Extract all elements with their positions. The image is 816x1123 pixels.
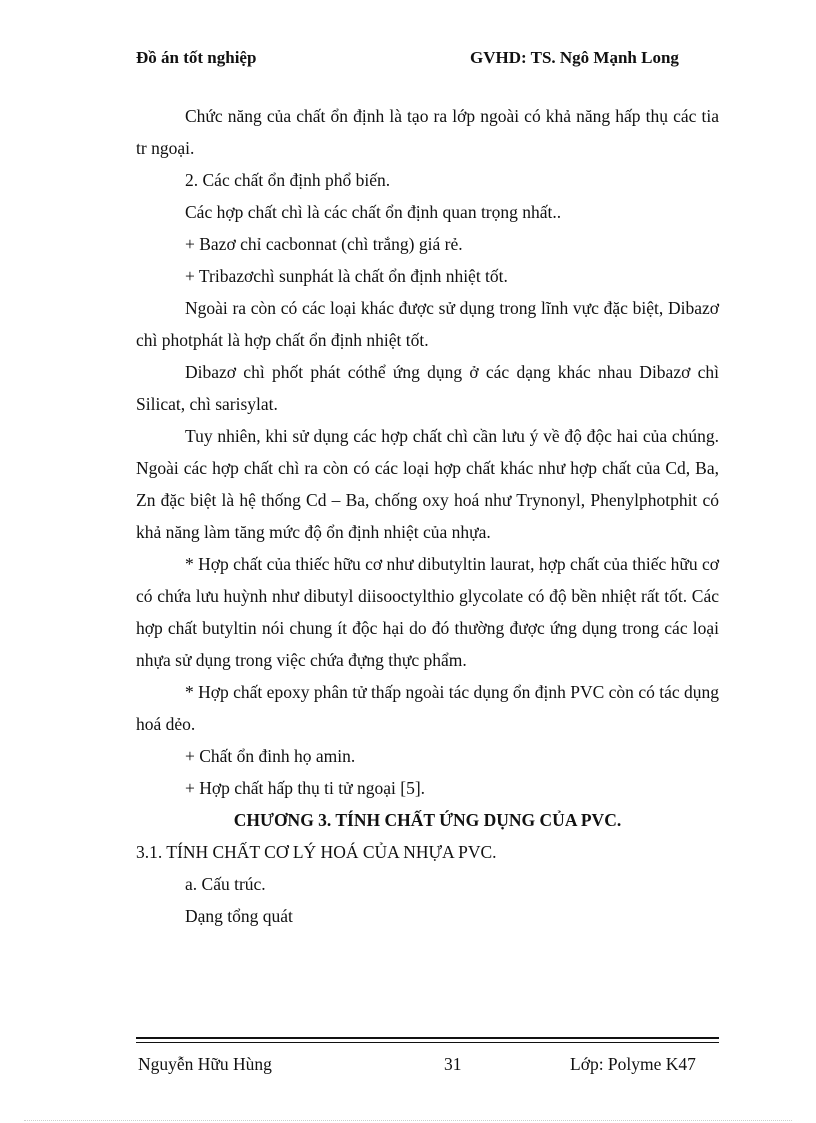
list-item: + Hợp chất hấp thụ ti tử ngoại [5].: [185, 778, 426, 798]
section-heading: 3.1. TÍNH CHẤT CƠ LÝ HOÁ CỦA NHỰA PVC.: [136, 842, 497, 862]
paragraph: Chức năng của chất ổn định là tạo ra lớp ngoài có khả năng hấp thụ các tia tr ngoại.: [136, 106, 719, 158]
list-item: + Chất ổn đinh họ amin.: [185, 746, 356, 766]
list-item: + Tribazơchì sunphát là chất ổn định nhiệt tốt.: [185, 266, 508, 286]
page-edge: [24, 1120, 792, 1121]
header-advisor: GVHD: TS. Ngô Mạnh Long: [470, 48, 679, 67]
footer-author: Nguyễn Hữu Hùng: [138, 1054, 272, 1074]
chapter-heading: CHƯƠNG 3. TÍNH CHẤT ỨNG DỤNG CỦA PVC.: [233, 810, 622, 830]
paragraph: * Hợp chất epoxy phân tử thấp ngoài tác dụng ổn định PVC còn có tác dụng hoá dẻo.: [136, 682, 719, 734]
subheading: 2. Các chất ổn định phổ biến.: [185, 170, 391, 190]
footer-class: Lớp: Polyme K47: [570, 1054, 696, 1074]
paragraph: * Hợp chất của thiếc hữu cơ như dibutyltin laurat, hợp chất của thiếc hữu cơ có chứa lưu huỳnh như dibutyl diisooctylthio glycolate có độ bền nhiệt rất tốt. Các hợp chất butyltin nói chung ít độc hại do đó thường được ứng dụng trong các loại nhựa sử dụng trong việc chứa đựng thực phẩm.: [136, 554, 719, 670]
paragraph: Dibazơ chì phốt phát cóthể ứng dụng ở các dạng khác nhau Dibazơ chì Silicat, chì sarisylat.: [136, 362, 719, 414]
header-title: Đồ án tốt nghiệp: [136, 48, 257, 67]
paragraph: Ngoài ra còn có các loại khác được sử dụng trong lĩnh vực đặc biệt, Dibazơ chì photphát là hợp chất ổn định nhiệt tốt.: [136, 298, 719, 350]
footer-rule: [136, 1037, 719, 1039]
page-body: [136, 100, 719, 932]
paragraph: Dạng tổng quát: [185, 906, 293, 926]
paragraph: Tuy nhiên, khi sử dụng các hợp chất chì cần lưu ý về độ độc hai của chúng. Ngoài các hợp chất chì ra còn có các loại hợp chất khác như hợp chất của Cd, Ba, Zn đặc biệt là hệ thống Cd – Ba, chống oxy hoá như Trynonyl, Phenylphotphit có khả năng làm tăng mức độ ổn định nhiệt của nhựa.: [136, 426, 719, 542]
paragraph: Các hợp chất chì là các chất ổn định quan trọng nhất..: [185, 202, 562, 222]
list-item: + Bazơ chỉ cacbonnat (chì trắng) giá rẻ.: [185, 234, 463, 254]
footer-rule-thin: [136, 1042, 719, 1043]
subsection-heading: a. Cấu trúc.: [185, 874, 266, 894]
page-number: 31: [444, 1054, 462, 1074]
